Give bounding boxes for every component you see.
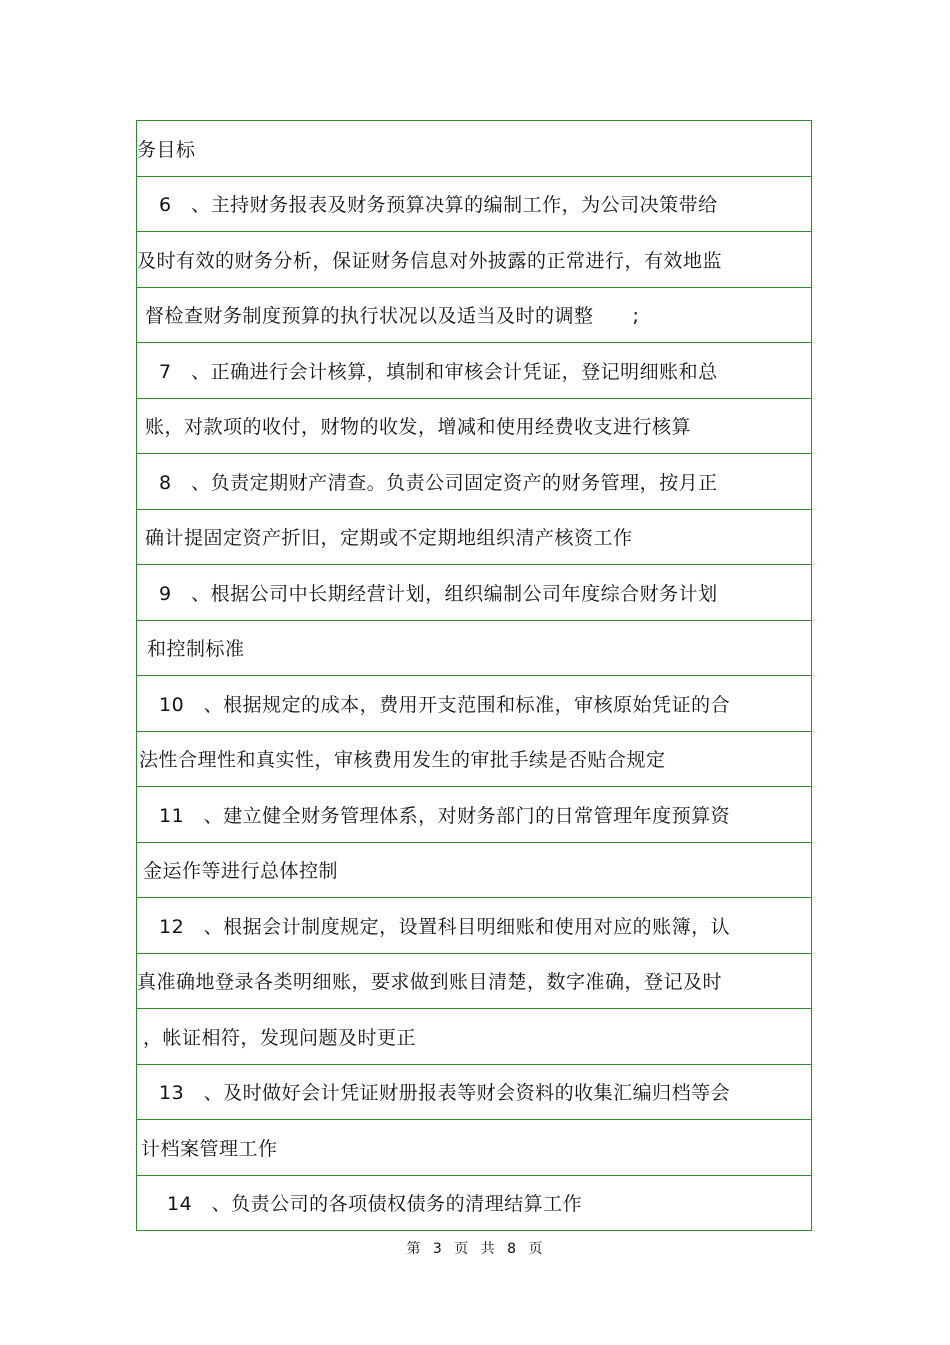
row-text: 10 、根据规定的成本，费用开支范围和标准，审核原始凭证的合 (159, 693, 731, 716)
duty-table (136, 120, 812, 1231)
table-row (137, 399, 811, 455)
table-row (137, 177, 811, 233)
page-footer: 第 3 页 共 8 页 (406, 1241, 544, 1257)
table-row (137, 1009, 811, 1065)
row-text: 和控制标准 (147, 638, 245, 661)
table-row (137, 843, 811, 899)
row-text: 计档案管理工作 (141, 1137, 278, 1160)
row-text: 14 、负责公司的各项债权债务的清理结算工作 (167, 1193, 583, 1216)
row-text: 金运作等进行总体控制 (143, 860, 339, 883)
row-text: 7 、正确进行会计核算，填制和审核会计凭证，登记明细账和总 (159, 360, 718, 383)
row-text: 13 、及时做好会计凭证财册报表等财会资料的收集汇编归档等会 (159, 1082, 731, 1105)
row-text: 真准确地登录各类明细账，要求做到账目清楚，数字准确，登记及时 (137, 971, 723, 994)
row-text: 督检查财务制度预算的执行状况以及适当及时的调整 ; (145, 305, 640, 328)
table-row (137, 621, 811, 677)
table-row (137, 1120, 811, 1176)
row-text: 9 、根据公司中长期经营计划，组织编制公司年度综合财务计划 (159, 582, 718, 605)
table-row (137, 732, 811, 788)
row-text: 6 、主持财务报表及财务预算决算的编制工作，为公司决策带给 (159, 194, 718, 217)
row-text: 务目标 (137, 138, 196, 161)
table-row (137, 232, 811, 288)
table-row (137, 676, 811, 732)
row-text: 确计提固定资产折旧，定期或不定期地组织清产核资工作 (145, 527, 633, 550)
table-row (137, 898, 811, 954)
table-row (137, 954, 811, 1010)
table-row (137, 787, 811, 843)
row-text: 法性合理性和真实性，审核费用发生的审批手续是否贴合规定 (139, 749, 666, 772)
table-row (137, 454, 811, 510)
row-text: 12 、根据会计制度规定，设置科目明细账和使用对应的账簿，认 (159, 915, 731, 938)
row-text: 账，对款项的收付，财物的收发，增减和使用经费收支进行核算 (145, 416, 692, 439)
row-text: ，帐证相符，发现问题及时更正 (143, 1026, 417, 1049)
table-row (137, 1065, 811, 1121)
table-row (137, 288, 811, 344)
table-row (137, 343, 811, 399)
table-row (137, 1176, 811, 1232)
row-text: 8 、负责定期财产清查。负责公司固定资产的财务管理，按月正 (159, 471, 718, 494)
table-row (137, 565, 811, 621)
table-row (137, 510, 811, 566)
row-text: 11 、建立健全财务管理体系，对财务部门的日常管理年度预算资 (159, 804, 731, 827)
row-text: 及时有效的财务分析，保证财务信息对外披露的正常进行，有效地监 (137, 249, 723, 272)
table-row (137, 121, 811, 177)
